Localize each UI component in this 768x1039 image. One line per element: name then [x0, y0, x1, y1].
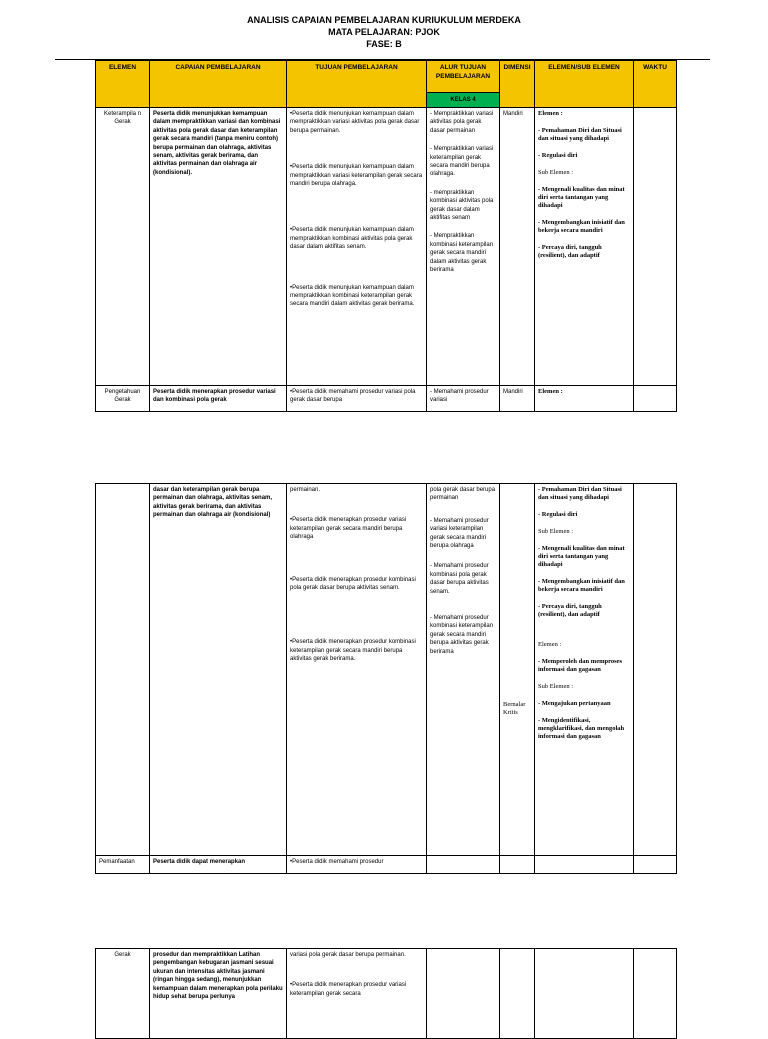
dimensi-value: Bernalar Kritis — [503, 701, 526, 716]
table-row — [96, 484, 677, 856]
col-header-sub-elemen: ELEMEN/SUB ELEMEN — [535, 61, 634, 108]
dimensi-cell: Mandiri — [500, 386, 535, 412]
tp-item: • Peserta didik menerapkan prosedur variasi keterampilan gerak secara — [290, 981, 423, 998]
col-header-waktu: WAKTU — [634, 61, 677, 108]
document-header — [0, 14, 768, 50]
atp-cell — [427, 856, 500, 874]
tp-cell: • Peserta didik memahami prosedur — [287, 856, 427, 874]
sub-elemen-line: - Regulasi diri — [538, 152, 578, 159]
dimensi-cell — [500, 484, 535, 856]
tp-cell: • Peserta didik memahami prosedur variasi pola gerak dasar berupa — [287, 386, 427, 412]
cp-cell: Peserta didik dapat menerapkan — [150, 856, 287, 874]
atp-cell — [427, 484, 500, 856]
tp-cell — [287, 484, 427, 856]
atp-item: - Memahami prosedur kombinasi keterampilan gerak secara mandiri berupa aktivitas gerak berirama — [430, 614, 496, 656]
tp-item: • Peserta didik menunjukan kemampuan dalam mempraktikkan kombinasi aktivitas pola gerak dasar dalam aktifitas senam. — [290, 226, 423, 251]
sub-elemen-line: Elemen : — [538, 110, 563, 117]
table-row — [96, 108, 677, 386]
col-header-elemen: ELEMEN — [96, 61, 150, 108]
atp-item: - mempraktikkan kombinasi aktivitas pola gerak dasar dalam aktifitas senam — [430, 189, 496, 223]
sub-elemen-line: - Pemahaman Diri dan Situasi dan situasi yang dihadapi — [538, 486, 622, 501]
sub-elemen-line: Sub Elemen : — [538, 169, 574, 176]
atp-cell — [427, 108, 500, 386]
table-row — [96, 386, 677, 412]
tp-item: • Peserta didik menerapkan prosedur variasi keterampilan gerak secara mandiri berupa olahraga — [290, 516, 423, 541]
elemen-cell: Gerak — [96, 949, 150, 1039]
atp-item: - Memahami prosedur variasi keterampilan gerak secara mandiri berupa olahraga — [430, 517, 496, 551]
sub-elemen-cell: Elemen : — [535, 386, 634, 412]
tp-item: • Peserta didik menunjukan kemampuan dalam mempraktikkan variasi keterampilan gerak secara mandiri berupa olahraga. — [290, 163, 423, 188]
kelas-4-label: KELAS 4 — [427, 93, 500, 108]
waktu-cell — [634, 856, 677, 874]
sub-elemen-line: - Mengajukan pertanyaan — [538, 700, 611, 707]
atp-item: - Mempraktikkan variasi keterampilan gerak secara mandiri berupa olahraga. — [430, 145, 496, 179]
waktu-cell — [634, 108, 677, 386]
sub-elemen-line: - Mengembangkan inisiatif dan bekerja secara mandiri — [538, 578, 625, 593]
elemen-cell: Pengetahuan Gerak — [96, 386, 150, 412]
sub-elemen-cell — [535, 949, 634, 1039]
sub-elemen-line: - Mengenali kualitas dan minat diri serta tantangan yang dihadapi — [538, 186, 625, 209]
atp-item: - Mempraktikkan kombinasi keterampilan gerak secara mandiri dalam aktivitas gerak berirama — [430, 232, 496, 274]
sub-elemen-line: Sub Elemen : — [538, 528, 574, 535]
col-header-dimensi: DIMENSI — [500, 61, 535, 108]
atp-cell: - Memahami prosedur variasi — [427, 386, 500, 412]
phase-line: FASE: B — [366, 39, 402, 49]
tp-item: • Peserta didik menunjukan kemampuan dalam mempraktikkan kombinasi keterampilan gerak secara mandiri dalam aktivitas gerak berirama. — [290, 284, 423, 309]
dimensi-cell — [500, 949, 535, 1039]
atp-cell — [427, 949, 500, 1039]
sub-elemen-line: - Memperoleh dan memproses informasi dan gagasan — [538, 658, 623, 673]
analysis-table-page-2 — [95, 483, 677, 874]
sub-elemen-line: - Pemahaman Diri dan Situasi dan situasi yang dihadapi — [538, 127, 622, 142]
sub-elemen-line: - Mengembangkan inisiatif dan bekerja secara mandiri — [538, 219, 625, 234]
atp-item: - Mempraktikkan variasi aktivitas pola gerak dasar permainan — [430, 110, 496, 135]
atp-item: - Memahami prosedur kombinasi pola gerak dasar berupa aktivitas senam. — [430, 562, 496, 596]
analysis-table-page-1 — [95, 60, 677, 412]
sub-elemen-line: Sub Elemen : — [538, 683, 574, 690]
elemen-cell — [96, 484, 150, 856]
tp-item: permainan. — [290, 487, 321, 493]
subject-line: MATA PELAJARAN: PJOK — [328, 27, 440, 37]
dimensi-cell — [500, 856, 535, 874]
document-title: ANALISIS CAPAIAN PEMBELAJARAN KURIUKULUM MERDEKA — [247, 15, 521, 25]
dimensi-cell: Mandiri — [500, 108, 535, 386]
tp-item: • Peserta didik menerapkan prosedur kombinasi keterampilan gerak secara mandiri berupa aktivitas gerak berirama. — [290, 638, 423, 663]
table-row — [96, 856, 677, 874]
sub-elemen-line: - Regulasi diri — [538, 511, 578, 518]
cp-cell: dasar dan keterampilan gerak berupa permainan dan olahraga, aktivitas senam, aktivitas gerak berirama, dan aktivitas permainan dan olahraga air (kondisional) — [150, 484, 287, 856]
sub-elemen-line: Elemen : — [538, 641, 562, 648]
sub-elemen-line: - Percaya diri, tangguh (resilient), dan adaptif — [538, 244, 602, 259]
waktu-cell — [634, 484, 677, 856]
sub-elemen-line: - Mengidentifikasi, mengklarifikasi, dan mengolah informasi dan gagasan — [538, 717, 625, 740]
waktu-cell — [634, 949, 677, 1039]
waktu-cell — [634, 386, 677, 412]
col-header-tp: TUJUAN PEMBELAJARAN — [287, 61, 427, 108]
elemen-cell: Pemanfaatan — [96, 856, 150, 874]
sub-elemen-cell — [535, 856, 634, 874]
sub-elemen-cell — [535, 108, 634, 386]
tp-cell — [287, 108, 427, 386]
tp-item: • Peserta didik menunjukan kemampuan dalam mempraktikkan variasi aktivitas pola gerak dasar berupa permainan. — [290, 110, 423, 135]
analysis-table-page-3 — [95, 948, 677, 1039]
col-header-atp: ALUR TUJUAN PEMBELAJARAN — [427, 61, 500, 93]
col-header-cp: CAPAIAN PEMBELAJARAN — [150, 61, 287, 108]
cp-cell: prosedur dan mempraktikkan Latihan pengembangan kebugaran jasmani sesuai ukuran dan intensitas aktivitas jasmani (ringan hingga sedang), menunjukkan kemampuan dalam menerapkan pola perilaku hidup sehat berupa perlunya — [150, 949, 287, 1039]
tp-cell — [287, 949, 427, 1039]
tp-item: variasi pola gerak dasar berupa permainan. — [290, 952, 406, 958]
atp-item: pola gerak dasar berupa permainan — [430, 487, 496, 502]
cp-cell: Peserta didik menunjukkan kemampuan dalam mempraktikkan variasi dan kombinasi aktivitas pola gerak dasar dan keterampilan gerak secara mandiri (tanpa meniru contoh) berupa permainan dan olahraga, aktivitas senam, aktivitas gerak berirama, dan aktivitas permainan dan olahraga air (kondisional). — [150, 108, 287, 386]
sub-elemen-cell — [535, 484, 634, 856]
table-row — [96, 949, 677, 1039]
cp-cell: Peserta didik menerapkan prosedur variasi dan kombinasi pola gerak — [150, 386, 287, 412]
elemen-cell: Keterampila n Gerak — [96, 108, 150, 386]
sub-elemen-line: - Percaya diri, tangguh (resilient), dan adaptif — [538, 603, 602, 618]
sub-elemen-line: - Mengenali kualitas dan minat diri serta tantangan yang dihadapi — [538, 545, 625, 568]
tp-item: • Peserta didik menerapkan prosedur kombinasi pola gerak dasar berupa aktivitas senam. — [290, 576, 423, 593]
